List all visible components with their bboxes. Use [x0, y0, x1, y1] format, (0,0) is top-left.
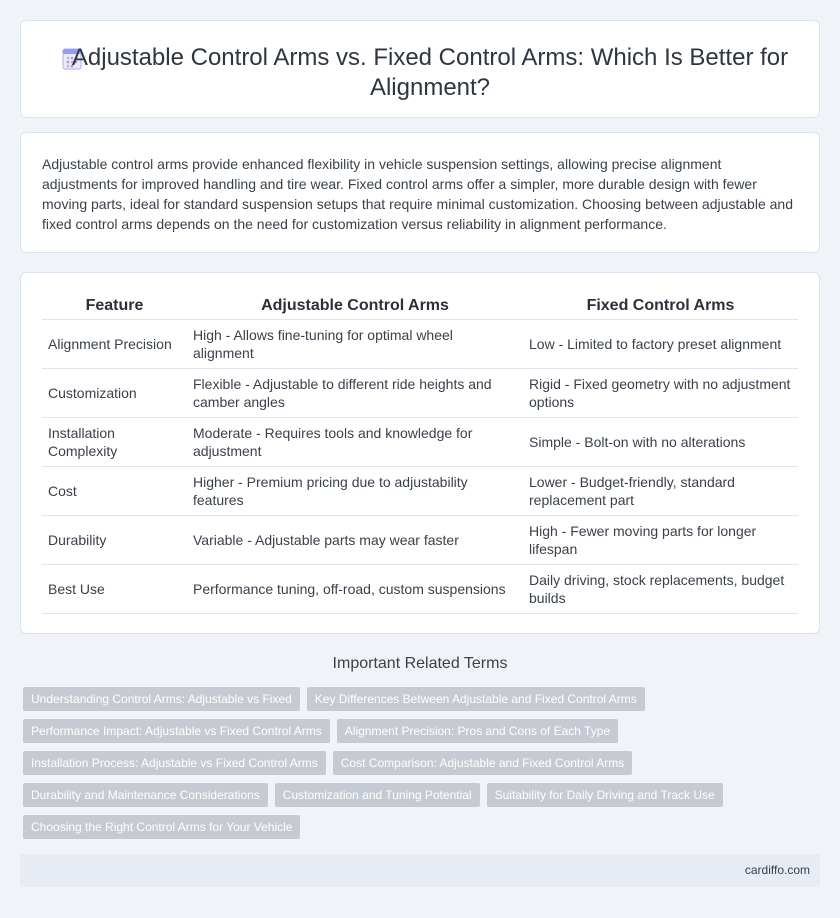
cell-adjustable: Performance tuning, off-road, custom suspensions — [187, 564, 523, 613]
related-term-tag[interactable]: Cost Comparison: Adjustable and Fixed Control Arms — [333, 751, 632, 775]
comparison-card — [20, 272, 820, 634]
cell-fixed: Lower - Budget-friendly, standard replacement part — [523, 466, 798, 515]
cell-adjustable: Variable - Adjustable parts may wear faster — [187, 515, 523, 564]
summary-card — [20, 132, 820, 253]
cell-fixed: High - Fewer moving parts for longer lifespan — [523, 515, 798, 564]
title-card — [20, 20, 820, 118]
page-title: Adjustable Control Arms vs. Fixed Control Arms: Which Is Better for Alignment? — [71, 44, 789, 101]
related-term-tag[interactable]: Installation Process: Adjustable vs Fixed Control Arms — [23, 751, 326, 775]
table-row — [42, 319, 798, 368]
related-term-tag[interactable]: Key Differences Between Adjustable and Fixed Control Arms — [307, 687, 645, 711]
related-term-tag[interactable]: Durability and Maintenance Considerations — [23, 783, 268, 807]
header-adjustable: Adjustable Control Arms — [187, 297, 523, 319]
cell-feature: Installation Complexity — [42, 417, 187, 466]
table-row — [42, 515, 798, 564]
cell-feature: Durability — [42, 515, 187, 564]
cell-fixed: Low - Limited to factory preset alignment — [523, 319, 798, 368]
table-row — [42, 564, 798, 613]
related-term-tag[interactable]: Suitability for Daily Driving and Track Use — [487, 783, 723, 807]
related-term-tag[interactable]: Choosing the Right Control Arms for Your Vehicle — [23, 815, 300, 839]
cell-feature: Customization — [42, 368, 187, 417]
header-fixed: Fixed Control Arms — [523, 297, 798, 319]
cell-fixed: Simple - Bolt-on with no alterations — [523, 417, 798, 466]
related-term-tag[interactable]: Customization and Tuning Potential — [275, 783, 480, 807]
related-terms-list — [23, 687, 803, 839]
cell-fixed: Daily driving, stock replacements, budget builds — [523, 564, 798, 613]
cell-adjustable: High - Allows fine-tuning for optimal wheel alignment — [187, 319, 523, 368]
summary-text: Adjustable control arms provide enhanced flexibility in vehicle suspension settings, allowing precise alignment adjustments for improved handling and tire wear. Fixed control arms offer a simpler, more durable design with fewer moving parts, ideal for standard suspension setups that require minimal customization. Choosing between adjustable and fixed control arms depends on the need for customization versus reliability in alignment performance. — [42, 156, 793, 232]
table-row — [42, 417, 798, 466]
related-term-tag[interactable]: Understanding Control Arms: Adjustable vs Fixed — [23, 687, 300, 711]
cell-feature: Alignment Precision — [42, 319, 187, 368]
cell-feature: Cost — [42, 466, 187, 515]
cell-fixed: Rigid - Fixed geometry with no adjustment options — [523, 368, 798, 417]
cell-feature: Best Use — [42, 564, 187, 613]
footer-site-name[interactable]: cardiffo.com — [744, 863, 810, 877]
related-term-tag[interactable]: Alignment Precision: Pros and Cons of Each Type — [337, 719, 618, 743]
cell-adjustable: Higher - Premium pricing due to adjustability features — [187, 466, 523, 515]
table-row — [42, 368, 798, 417]
cell-adjustable: Flexible - Adjustable to different ride heights and camber angles — [187, 368, 523, 417]
table-header-row — [42, 297, 798, 319]
header-feature: Feature — [42, 297, 187, 319]
cell-adjustable: Moderate - Requires tools and knowledge for adjustment — [187, 417, 523, 466]
related-terms-heading: Important Related Terms — [332, 655, 508, 672]
footer — [20, 854, 820, 887]
related-term-tag[interactable]: Performance Impact: Adjustable vs Fixed Control Arms — [23, 719, 330, 743]
table-row — [42, 466, 798, 515]
comparison-table — [42, 297, 798, 614]
